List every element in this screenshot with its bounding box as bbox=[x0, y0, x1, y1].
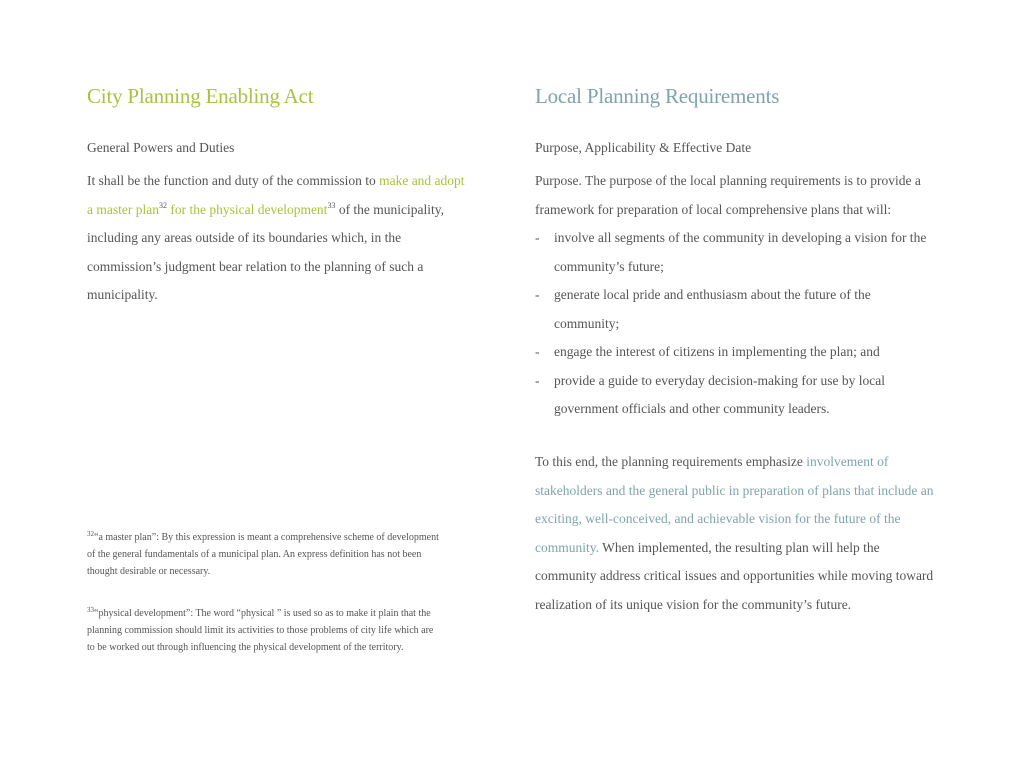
body-text: When implemented, the resulting plan will help the community address critical issues and opportunities while moving toward realization of its unique vision for the community’s future. bbox=[535, 539, 934, 612]
list-item-text: engage the interest of citizens in implementing the plan; and bbox=[554, 344, 880, 359]
footnote-text: “physical development”: The word “physical ” is used so as to make it plain that the planning commission should limit its activities to those problems of city life which are to be worked out through influencing the physical development of the territory. bbox=[87, 608, 434, 653]
footnote-ref-33[interactable]: 33 bbox=[327, 200, 336, 210]
dash-bullet-icon: - bbox=[535, 344, 540, 359]
list-item-text: involve all segments of the community in developing a vision for the community’s future; bbox=[554, 230, 927, 274]
footnote-number: 32 bbox=[87, 530, 94, 538]
highlight-stakeholders: involvement of stakeholders and the general public in preparation of plans that include an exciting, well-conceived, and achievable vision for the future of the community. bbox=[535, 454, 934, 555]
closing-paragraph bbox=[535, 448, 935, 619]
highlight-physical-development: for the physical development bbox=[166, 201, 328, 217]
body-text: of the municipality, including any areas outside of its boundaries which, in the commission’s judgment bear relation to the planning of such a municipality. bbox=[87, 201, 445, 302]
body-paragraph-duties bbox=[87, 167, 467, 310]
purpose-list bbox=[535, 224, 935, 424]
dash-bullet-icon: - bbox=[535, 372, 540, 388]
footnote-text: “a master plan”: By this expression is meant a comprehensive scheme of development of the general fundamentals of a municipal plan. An express definition has not been thought desirable or necessary. bbox=[87, 532, 439, 577]
footnote-33 bbox=[87, 605, 442, 656]
subheading-general-powers: General Powers and Duties bbox=[87, 140, 235, 155]
list-item bbox=[535, 338, 935, 367]
dash-bullet-icon: - bbox=[535, 230, 540, 245]
footnote-32 bbox=[87, 529, 442, 580]
subheading-purpose: Purpose, Applicability & Effective Date bbox=[535, 140, 752, 155]
section-title-city-planning: City Planning Enabling Act bbox=[87, 84, 314, 108]
list-item-text: provide a guide to everyday decision-making for use by local government officials and other community leaders. bbox=[554, 372, 886, 416]
list-item bbox=[535, 367, 935, 424]
dash-bullet-icon: - bbox=[535, 287, 540, 302]
list-item bbox=[535, 281, 935, 338]
footnote-ref-32[interactable]: 32 bbox=[158, 200, 167, 210]
list-item bbox=[535, 224, 935, 281]
footnote-number: 33 bbox=[87, 606, 94, 614]
body-purpose bbox=[535, 167, 935, 424]
body-text: To this end, the planning requirements emphasize bbox=[535, 454, 807, 469]
highlight-master-plan: make and adopt a master plan bbox=[87, 173, 465, 217]
body-text: It shall be the function and duty of the commission to bbox=[87, 173, 380, 188]
list-item-text: generate local pride and enthusiasm about the future of the community; bbox=[554, 287, 871, 331]
purpose-intro: Purpose. The purpose of the local planning requirements is to provide a framework for preparation of local comprehensive plans that will: bbox=[535, 173, 921, 217]
section-title-local-planning: Local Planning Requirements bbox=[535, 84, 780, 108]
